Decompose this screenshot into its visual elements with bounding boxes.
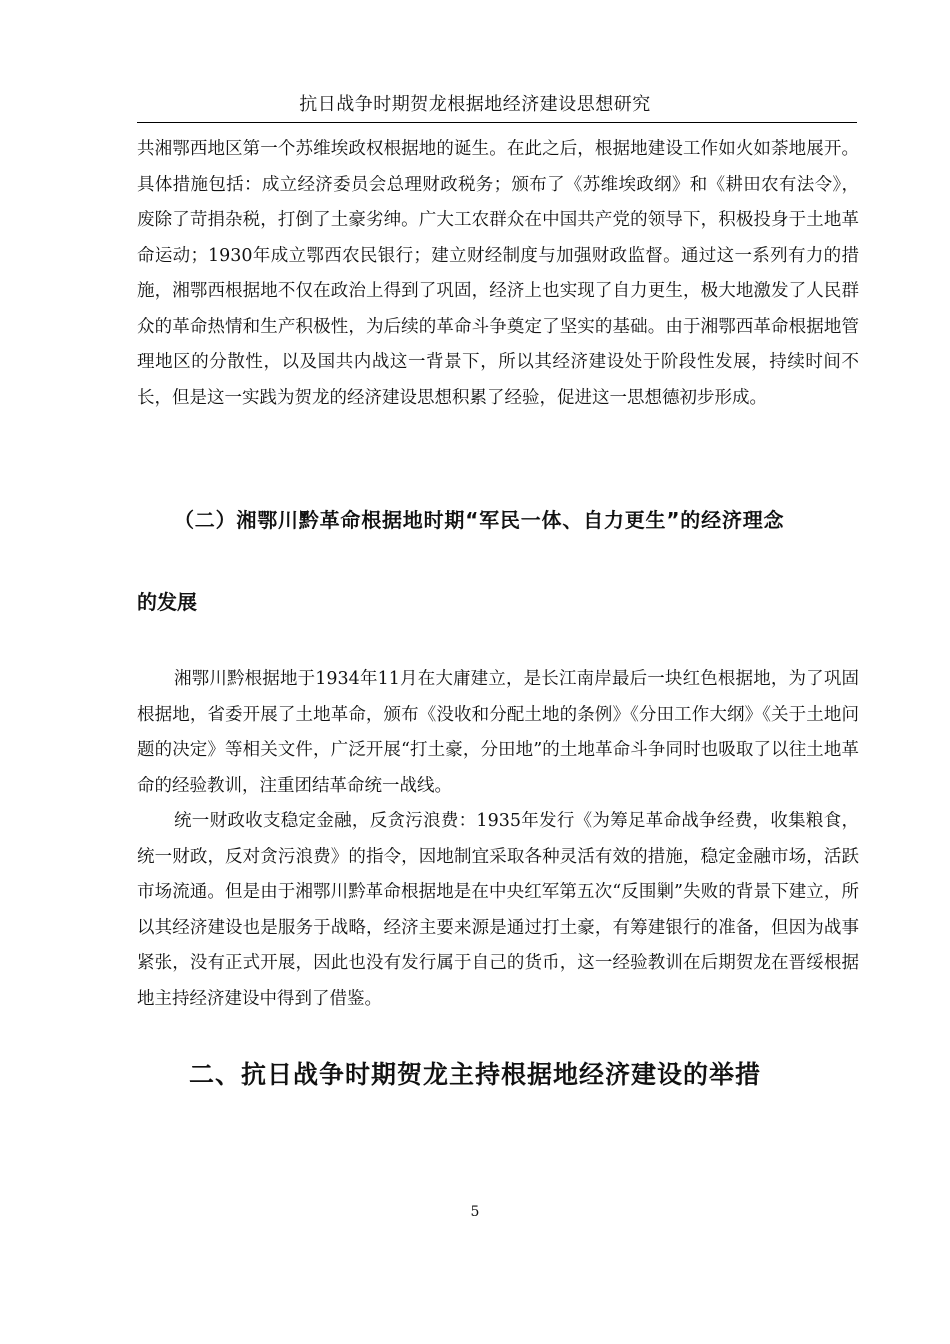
page-number: 5: [470, 1204, 480, 1220]
body-paragraph-1: 共湘鄂西地区第一个苏维埃政权根据地的诞生。在此之后，根据地建设工作如火如荼地展开。具体措施包括：成立经济委员会总理财政税务；颁布了《苏维埃政纲》和《耕田农有法令》，废除了苛捐杂税，打倒了土豪劣绅。广大工农群众在中国共产党的领导下，积极投身于土地革命运动；1930年成立鄂西农民银行；建立财经制度与加强财政监督。通过这一系列有力的措施，湘鄂西根据地不仅在政治上得到了巩固，经济上也实现了自力更生，极大地激发了人民群众的革命热情和生产积极性，为后续的革命斗争奠定了坚实的基础。由于湘鄂西革命根据地管理地区的分散性，以及国共内战这一背景下，所以其经济建设处于阶段性发展，持续时间不长，但是这一实践为贺龙的经济建设思想积累了经验，促进这一思想德初步形成。: [137, 139, 859, 408]
body-paragraph-2: 湘鄂川黔根据地于1934年11月在大庸建立，是长江南岸最后一块红色根据地，为了巩固根据地，省委开展了土地革命，颁布《没收和分配土地的条例》《分田工作大纲》《关于土地问题的决定》等相关文件，广泛开展“打土豪，分田地”的土地革命斗争同时也吸取了以往土地革命的经验教训，注重团结革命统一战线。: [137, 669, 859, 796]
header-divider: [137, 122, 857, 123]
subsection-heading-line-2: 的发展: [137, 590, 197, 614]
section-heading: 二、抗日战争时期贺龙主持根据地经济建设的举措: [188, 1060, 761, 1089]
subsection-heading-line-1: （二）湘鄂川黔革命根据地时期“军民一体、自力更生”的经济理念: [174, 508, 785, 532]
running-header: 抗日战争时期贺龙根据地经济建设思想研究: [299, 94, 651, 115]
body-paragraph-3: 统一财政收支稳定金融，反贪污浪费：1935年发行《为筹足革命战争经费，收集粮食，统一财政，反对贪污浪费》的指令，因地制宜采取各种灵活有效的措施，稳定金融市场，活跃市场流通。但是由于湘鄂川黔革命根据地是在中央红军第五次“反围剿”失败的背景下建立，所以其经济建设也是服务于战略，经济主要来源是通过打土豪，有筹建银行的准备，但因为战事紧张，没有正式开展，因此也没有发行属于自己的货币，这一经验教训在后期贺龙在晋绥根据地主持经济建设中得到了借鉴。: [137, 811, 859, 1009]
